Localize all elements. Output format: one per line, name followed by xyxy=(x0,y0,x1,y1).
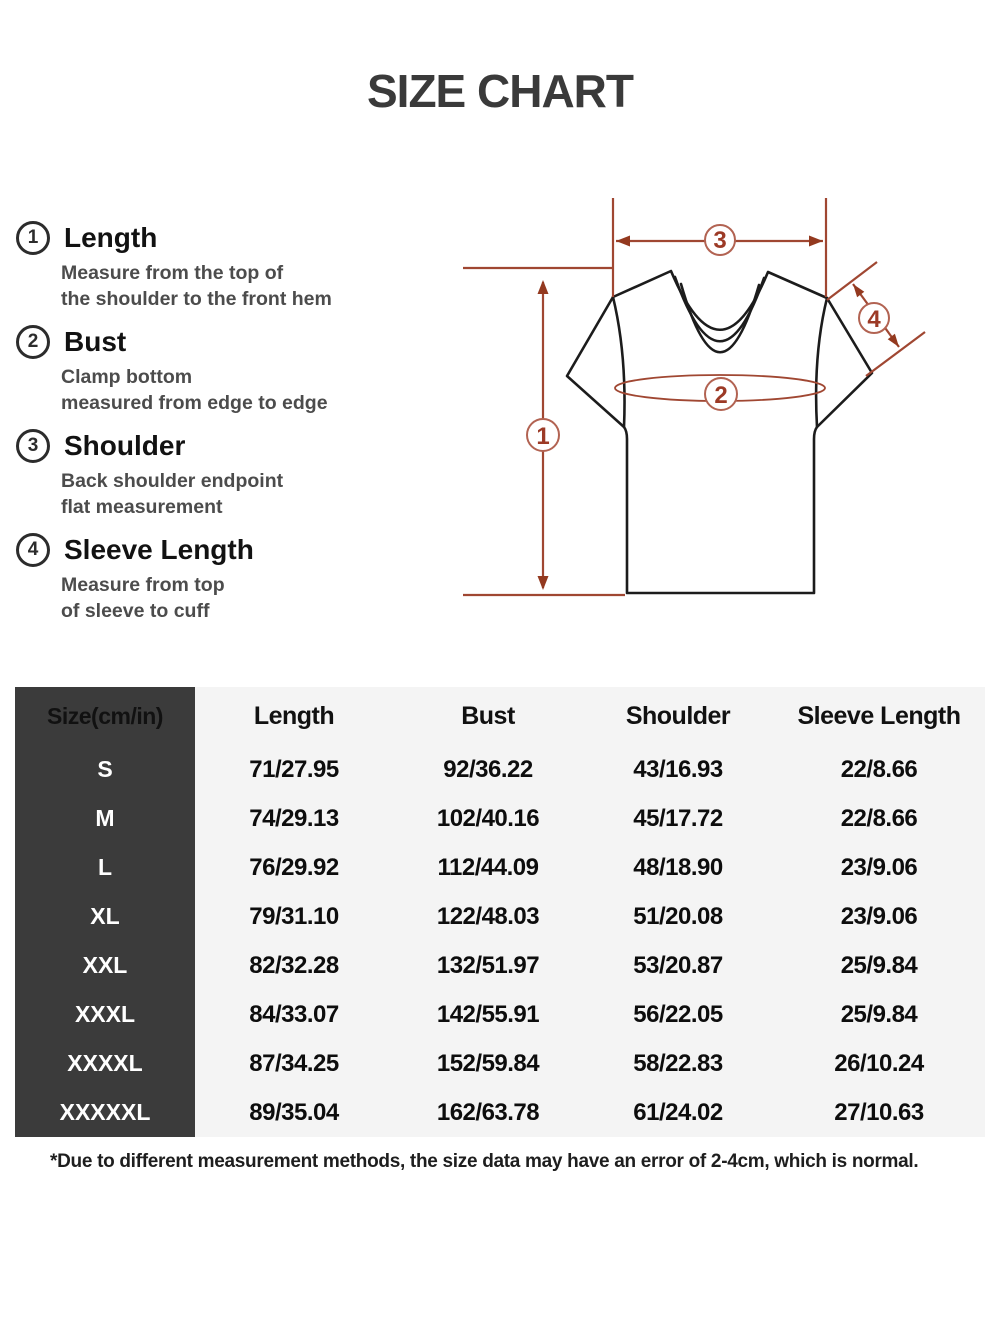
number-3-badge: 3 xyxy=(16,429,50,463)
table-cell: 58/22.83 xyxy=(583,1039,773,1088)
size-label: S xyxy=(15,745,195,794)
table-row-xxxxxl xyxy=(15,1088,985,1137)
measurement-instructions xyxy=(16,221,456,637)
table-cell: 23/9.06 xyxy=(773,892,985,941)
size-label: M xyxy=(15,794,195,843)
table-cell: 48/18.90 xyxy=(583,843,773,892)
table-cell: 92/36.22 xyxy=(393,745,583,794)
tshirt-measurement-diagram xyxy=(440,170,1000,660)
size-label: XXXXL xyxy=(15,1039,195,1088)
table-row-xxxxl xyxy=(15,1039,985,1088)
table-cell: 122/48.03 xyxy=(393,892,583,941)
header-bust: Bust xyxy=(393,687,583,745)
table-cell: 102/40.16 xyxy=(393,794,583,843)
table-cell: 112/44.09 xyxy=(393,843,583,892)
table-cell: 162/63.78 xyxy=(393,1088,583,1137)
table-cell: 87/34.25 xyxy=(195,1039,393,1088)
measurement-disclaimer: *Due to different measurement methods, the size data may have an error of 2-4cm, which is normal. xyxy=(50,1151,919,1172)
callout-1-number: 1 xyxy=(536,423,550,450)
header-length: Length xyxy=(195,687,393,745)
table-cell: 51/20.08 xyxy=(583,892,773,941)
table-cell: 74/29.13 xyxy=(195,794,393,843)
callout-2-number: 2 xyxy=(714,382,728,409)
size-label: L xyxy=(15,843,195,892)
instruction-length xyxy=(16,221,456,312)
table-row-m xyxy=(15,794,985,843)
table-row-xxxl xyxy=(15,990,985,1039)
table-cell: 79/31.10 xyxy=(195,892,393,941)
table-cell: 142/55.91 xyxy=(393,990,583,1039)
sleeve-ext-line-top xyxy=(827,262,877,300)
size-label: XL xyxy=(15,892,195,941)
table-cell: 23/9.06 xyxy=(773,843,985,892)
table-cell: 132/51.97 xyxy=(393,941,583,990)
instruction-description: Measure from the top of the shoulder to the front hem xyxy=(61,262,332,310)
size-table xyxy=(15,687,985,1137)
table-cell: 22/8.66 xyxy=(773,794,985,843)
instruction-shoulder xyxy=(16,429,456,520)
table-cell: 43/16.93 xyxy=(583,745,773,794)
size-label: XXXL xyxy=(15,990,195,1039)
instruction-bust xyxy=(16,325,456,416)
number-4-badge: 4 xyxy=(16,533,50,567)
instruction-title: Bust xyxy=(64,326,127,357)
table-cell: 25/9.84 xyxy=(773,990,985,1039)
table-cell: 53/20.87 xyxy=(583,941,773,990)
header-size: Size(cm/in) xyxy=(15,687,195,745)
size-label: XXXXXL xyxy=(15,1088,195,1137)
table-cell: 25/9.84 xyxy=(773,941,985,990)
page-title: SIZE CHART xyxy=(367,65,633,117)
instruction-sleeve-length xyxy=(16,533,456,624)
table-cell: 76/29.92 xyxy=(195,843,393,892)
instruction-description: Back shoulder endpoint flat measurement xyxy=(61,470,284,518)
table-row-l xyxy=(15,843,985,892)
table-cell: 152/59.84 xyxy=(393,1039,583,1088)
header-sleeve: Sleeve Length xyxy=(773,687,985,745)
callout-3-number: 3 xyxy=(713,227,727,254)
table-header-row xyxy=(15,687,985,745)
table-cell: 45/17.72 xyxy=(583,794,773,843)
table-cell: 82/32.28 xyxy=(195,941,393,990)
table-cell: 26/10.24 xyxy=(773,1039,985,1088)
table-cell: 84/33.07 xyxy=(195,990,393,1039)
number-1-badge: 1 xyxy=(16,221,50,255)
instruction-title: Sleeve Length xyxy=(64,534,254,565)
tshirt-outline xyxy=(567,271,872,593)
table-row-s xyxy=(15,745,985,794)
instruction-title: Length xyxy=(64,222,158,253)
instruction-title: Shoulder xyxy=(64,430,186,461)
table-cell: 89/35.04 xyxy=(195,1088,393,1137)
table-cell: 61/24.02 xyxy=(583,1088,773,1137)
callout-4-number: 4 xyxy=(867,306,881,333)
table-row-xl xyxy=(15,892,985,941)
table-cell: 22/8.66 xyxy=(773,745,985,794)
number-2-badge: 2 xyxy=(16,325,50,359)
table-row-xxl xyxy=(15,941,985,990)
instruction-description: Measure from top of sleeve to cuff xyxy=(61,574,225,622)
table-cell: 56/22.05 xyxy=(583,990,773,1039)
table-cell: 27/10.63 xyxy=(773,1088,985,1137)
table-cell: 71/27.95 xyxy=(195,745,393,794)
instruction-description: Clamp bottom measured from edge to edge xyxy=(61,366,328,414)
size-label: XXL xyxy=(15,941,195,990)
header-shoulder: Shoulder xyxy=(583,687,773,745)
